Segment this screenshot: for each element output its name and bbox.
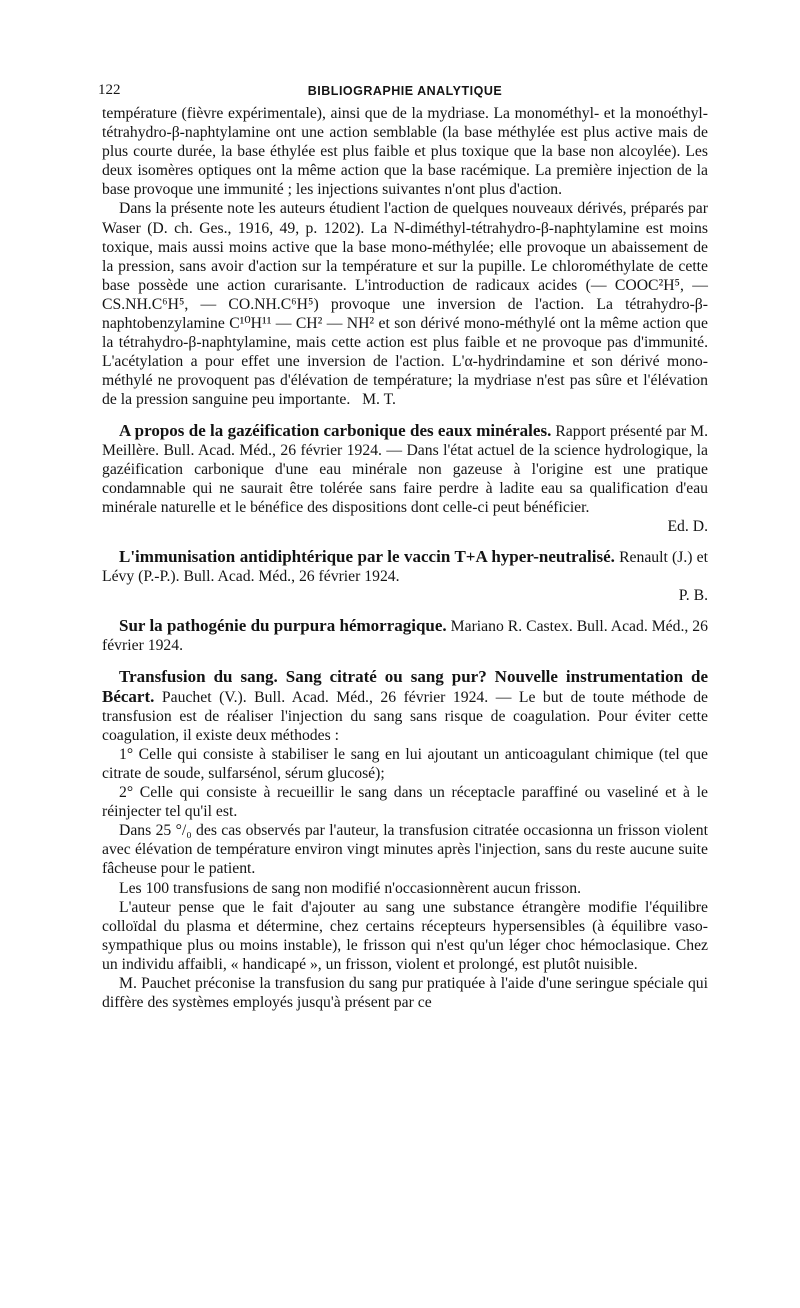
entry-gazeification-title: A propos de la gazéification carbonique des eaux minérales. xyxy=(119,420,552,440)
entry-gazeification-signature: Ed. D. xyxy=(667,517,708,535)
entry-purpura xyxy=(102,616,708,655)
entry-gazeification-body: Rapport présenté par M. Meillère. Bull. Acad. Méd., 26 février 1924. — Dans l'état actuel de la science hydrologique, la gazéification carbonique d'une eau minérale non gazeuse à l'origine est une pratique condamnable qui ne saurait être tolérée sans faire perdre à ladite eau sa qualification d'eau minérale naturelle et le bénéfice des dispositions dont celle-ci peut bénéficier. xyxy=(102,422,709,516)
transfusion-paragraph-c: L'auteur pense que le fait d'ajouter au sang une substance étrangère modifie l'équilibre colloïdal du plasma et détermine, chez certains récepteurs hypersensibles (à équilibre vaso-sympathique plus ou moins instable), le frisson qui n'est qu'un léger choc hémoclasique. Chez un individu affaibli, « handicapé », un frisson, violent et prolongé, est plutôt nuisible. xyxy=(102,898,708,973)
section1-paragraph-1: température (fièvre expérimentale), ainsi que de la mydriase. La monométhyl- et la monoéthyl-tétrahydro-β-naphtylamine ont une action semblable (la base méthylée est plus active mais de plus courte durée, la base éthylée est plus faible et plus toxique que la base non alcoylée). Les deux isomères optiques ont la même action que la base racémique. La première injection de la base provoque une immunité ; les injections suivantes n'ont plus d'action. xyxy=(102,105,708,199)
page-number: 122 xyxy=(98,82,121,98)
transfusion-paragraph-d: M. Pauchet préconise la transfusion du sang pur pratiquée à l'aide d'une seringue spéciale qui diffère des systèmes employés jusqu'à présent par ce xyxy=(102,975,708,1012)
page-header xyxy=(98,82,708,104)
document-page xyxy=(98,82,709,1012)
entry-transfusion-title: Transfusion du sang. Sang citraté ou sang pur? Nouvelle instrumentation de Bécart. xyxy=(102,666,708,706)
transfusion-paragraph-b: Les 100 transfusions de sang non modifié n'occasionnèrent aucun frisson. xyxy=(119,879,582,897)
running-title: BIBLIOGRAPHIE ANALYTIQUE xyxy=(307,84,503,98)
entry-purpura-body: Mariano R. Castex. Bull. Acad. Méd., 26 février 1924. xyxy=(102,618,708,655)
entry-transfusion-body: Pauchet (V.). Bull. Acad. Méd., 26 février 1924. — Le but de toute méthode de transfusion est de réaliser l'injection du sang sans risque de coagulation. Pour éviter cette coagulation, il existe deux méthodes : xyxy=(102,688,708,744)
entry-transfusion xyxy=(102,667,708,745)
entry-purpura-title: Sur la pathogénie du purpura hémorragique. xyxy=(119,616,447,636)
entry-immunisation-title: L'immunisation antidiphtérique par le vaccin T+A hyper-neutralisé. xyxy=(119,547,615,567)
entry-immunisation-body: Renault (J.) et Lévy (P.-P.). Bull. Acad. Méd., 26 février 1924. xyxy=(102,549,708,586)
transfusion-method-2: 2° Celle qui consiste à recueillir le sang dans un réceptacle paraffiné ou vaseliné et à le réinjecter tel qu'il est. xyxy=(102,784,708,821)
section1-signature: M. T. xyxy=(362,391,396,409)
section1-paragraph-2 xyxy=(102,199,708,409)
transfusion-paragraph-a: Dans 25 °/₀ des cas observés par l'auteur, la transfusion citratée occasionna un frisson violent avec élévation de température environ vingt minutes après l'injection, sans du reste aucune suite fâcheuse pour le patient. xyxy=(102,822,708,878)
entry-immunisation-signature: P. B. xyxy=(678,587,708,605)
entry-gazeification xyxy=(102,421,708,517)
section1-paragraph-2-text: Dans la présente note les auteurs étudient l'action de quelques nouveaux dérivés, préparés par Waser (D. ch. Ges., 1916, 49, p. 1202). La N-diméthyl-tétrahydro-β-naphtylamine est moins toxique, mais aussi moins active que la base mono-méthylée; elle provoque un abaissement de la pression, sans avoir d'action sur la température et sur la pupille. Le chlorométhylate de cette base possède une action curarisante. L'introduction de radicaux acides (— COOC²H⁵, — CS.NH.C⁶H⁵, — CO.NH.C⁶H⁵) provoque une inversion de l'action. La tétrahydro-β-naphtobenzylamine C¹⁰H¹¹ — CH² — NH² et son dérivé mono-méthylé ont la même action que la tétrahydro-β-naphtylamine, mais cette action est plus faible et ne provoque pas d'immunité. L'acétylation a pour effet une inversion de l'action. L'α-hydrindamine et son dérivé mono-méthylé ne provoquent pas d'élévation de température; la mydriase n'est pas sûre et l'élévation de la pression sanguine peu importante. xyxy=(102,200,708,409)
transfusion-method-1: 1° Celle qui consiste à stabiliser le sang en lui ajoutant un anticoagulant chimique (tel que citrate de soude, sulfarsénol, sérum glucosé); xyxy=(102,745,708,782)
entry-immunisation xyxy=(102,547,708,586)
